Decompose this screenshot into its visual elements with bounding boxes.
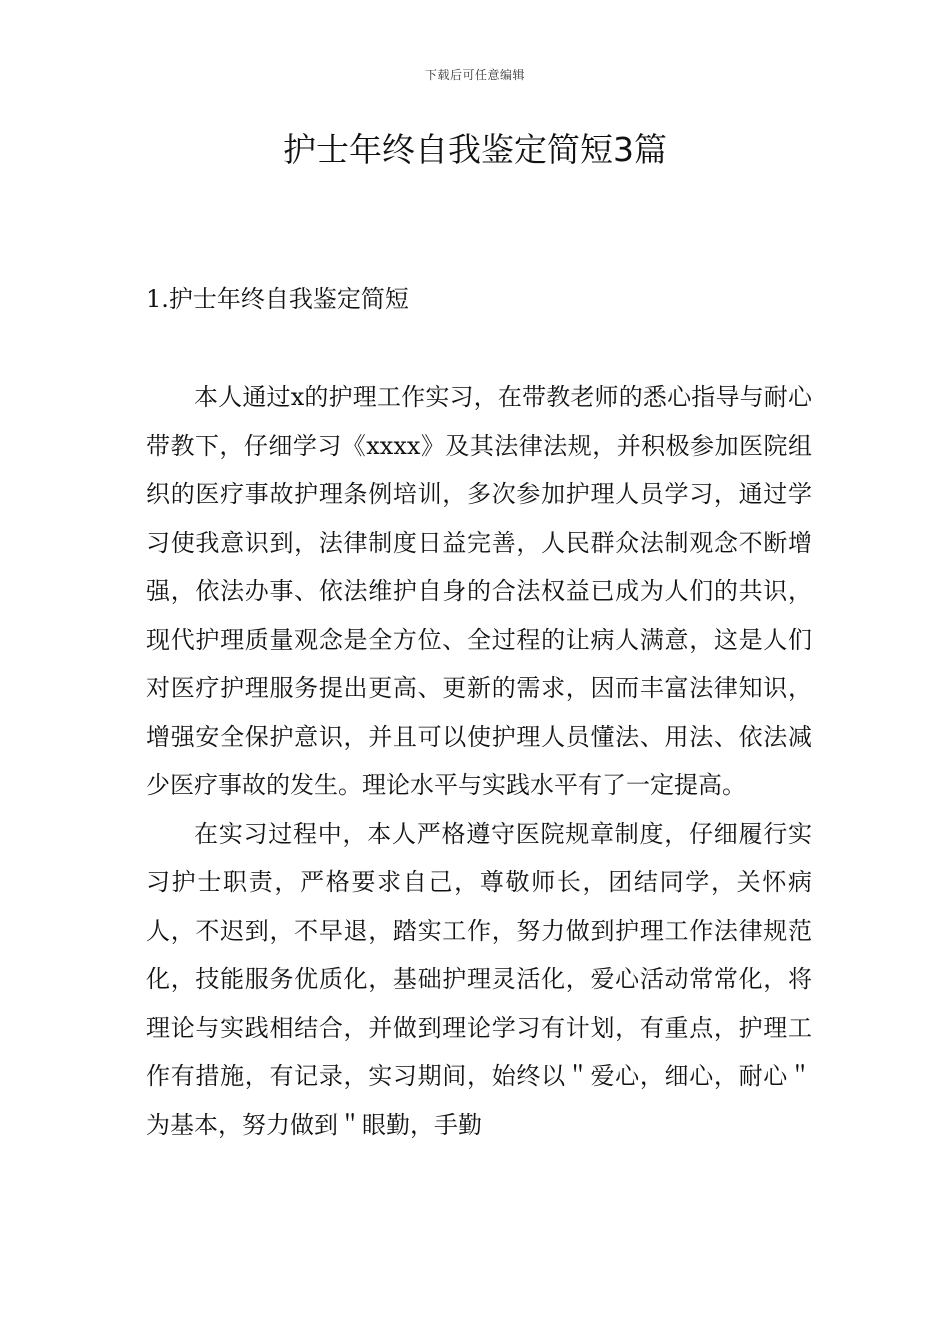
section-heading: 1.护士年终自我鉴定简短 bbox=[146, 285, 409, 313]
body-paragraph-1: 本人通过x的护理工作实习，在带教老师的悉心指导与耐心带教下，仔细学习《xxxx》及其法律法规，并积极参加医院组织的医疗事故护理条例培训，多次参加护理人员学习，通过学习使我意识到，法律制度日益完善，人民群众法制观念不断增强，依法办事、依法维护自身的合法权益已成为人们的共识，现代护理质量观念是全方位、全过程的让病人满意，这是人们对医疗护理服务提出更高、更新的需求，因而丰富法律知识，增强安全保护意识，并且可以使护理人员懂法、用法、依法减少医疗事故的发生。理论水平与实践水平有了一定提高。 bbox=[146, 383, 812, 799]
watermark-text: 下载后可任意编辑 bbox=[424, 68, 525, 82]
body-paragraph-2: 在实习过程中，本人严格遵守医院规章制度，仔细履行实习护士职责，严格要求自己，尊敬师长，团结同学，关怀病人，不迟到，不早退，踏实工作，努力做到护理工作法律规范化，技能服务优质化，基础护理灵活化，爱心活动常常化，将理论与实践相结合，并做到理论学习有计划，有重点，护理工作有措施，有记录，实习期间，始终以＂爱心，细心，耐心＂为基本，努力做到＂眼勤，手勤 bbox=[146, 819, 812, 1139]
document-body bbox=[146, 373, 812, 1149]
document-title: 护士年终自我鉴定简短3篇 bbox=[283, 130, 667, 169]
